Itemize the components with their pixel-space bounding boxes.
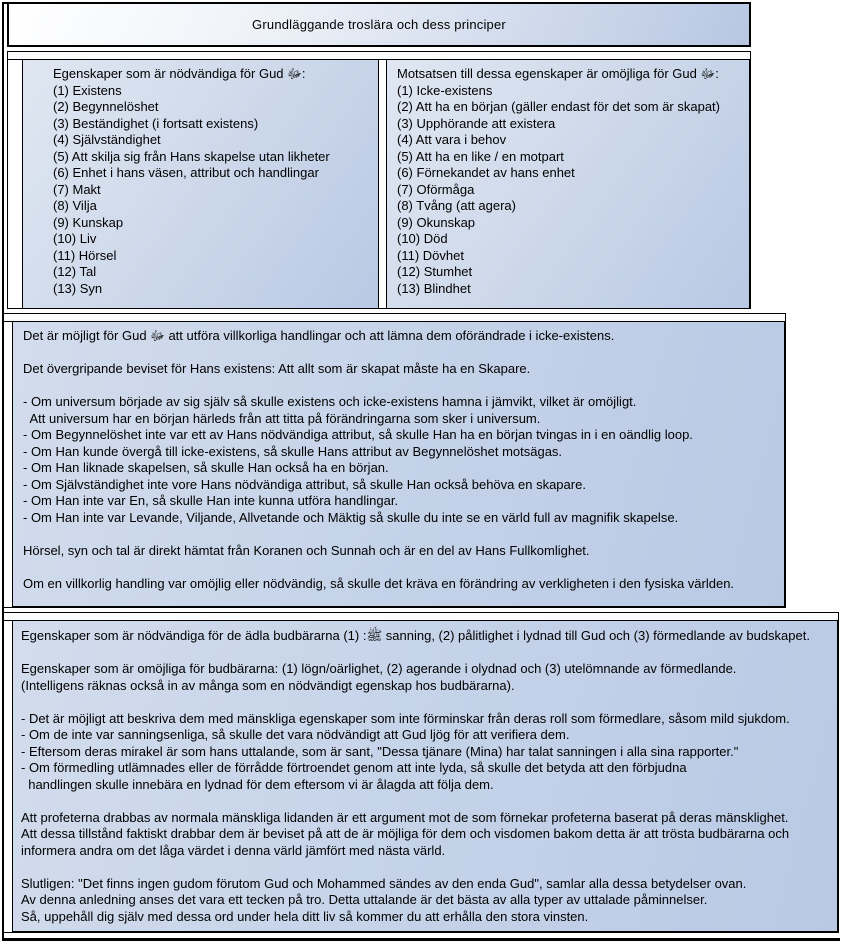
text-line [21, 645, 829, 662]
text-line: Att dessa tillstånd faktiskt drabbar dem är beviset på att de är möjliga för dem och visdomen bakom detta är att trösta budbärarna och [21, 826, 790, 841]
text-line: Om en villkorlig handling var omöjlig eller nödvändig, så skulle det kräva en förändring av verkligheten i den fysiska världen. [23, 575, 735, 591]
impossible-attributes-panel [386, 59, 750, 309]
text-line: - Om Han kunde övergå till icke-existens, så skulle Hans attribut av Begynnelöshet motsägas. [23, 443, 563, 459]
attribute-item: (9) Okunskap [397, 214, 476, 230]
text-line: - Om Han inte var En, så skulle Han inte kunna utföra handlingar. [23, 493, 399, 508]
text-line: - Om universum började av sig själv så skulle existens och icke-existens hamna i jämvikt, vilket är omöjligt. [23, 394, 637, 409]
text-line: Så, uppehåll dig själv med dessa ord under hela ditt liv så kommer du att erhålla den stora vinsten. [21, 908, 589, 924]
attribute-item: (11) Dövhet [397, 247, 464, 263]
attribute-item: (2) Begynnelöshet [53, 99, 159, 114]
text-line: - Om de inte var sanningsenliga, så skulle det vara nödvändigt att Gud ljög för att verifiera dem. [21, 727, 570, 742]
attribute-item: (8) Tvång (att agera) [397, 198, 516, 213]
attribute-item: (6) Förnekandet av hans enhet [397, 165, 575, 180]
text-line: Hörsel, syn och tal är direkt hämtat från Koranen och Sunnah och är en del av Hans Fullkomlighet. [23, 542, 590, 558]
attribute-item: (7) Makt [53, 181, 101, 197]
text-line: - Om Han liknade skapelsen, så skulle Han också ha en början. [23, 460, 389, 475]
necessary-attributes-list [53, 83, 372, 298]
attribute-item: (1) Icke-existens [397, 82, 493, 98]
text-line: - Om förmedling utlämnades eller de förrådde förtroendet genom att inte lyda, så skulle det betyda att den förbjudna [21, 760, 687, 775]
text-line: (Intelligens räknas också in av många som en nödvändigt egenskap hos budbärarna). [21, 677, 515, 693]
attribute-item: (3) Upphörande att existera [397, 115, 556, 131]
text-line: Det är möjligt för Gud ﷻ att utföra villkorliga handlingar och att lämna dem oförändrade i icke-existens. [23, 328, 615, 343]
attribute-item: (11) Hörsel [53, 247, 117, 263]
necessary-attributes-heading: Egenskaper som är nödvändiga för Gud ﷻ: [53, 66, 306, 81]
text-line: Egenskaper som är omöjliga för budbärarna: (1) lögn/oärlighet, (2) agerande i olydnad och (3) utelömnande av förmedlande. [21, 661, 737, 676]
attribute-item: (10) Liv [53, 231, 97, 246]
attribute-item: (4) Självständighet [53, 132, 161, 147]
text-line [23, 526, 776, 543]
page-title: Grundläggande troslära och dess principer [252, 17, 506, 32]
text-line: handlingen skulle innebära en lydnad för dem eftersom vi är ålagda att följa dem. [21, 776, 494, 792]
text-line: Slutligen: "Det finns ingen gudom förutom Gud och Mohammed sändes av den enda Gud", samlar alla dessa betydelser ovan. [21, 875, 747, 891]
attribute-item: (3) Beständighet (i fortsatt existens) [53, 115, 259, 131]
god-proofs-text [23, 328, 776, 592]
text-line [23, 559, 776, 576]
outer-frame-bottom-line [2, 938, 840, 941]
text-line: Det övergripande beviset för Hans existens: Att allt som är skapat måste ha en Skapare. [23, 361, 531, 376]
attribute-item: (12) Stumhet [397, 264, 473, 279]
text-line: - Om Begynnelöshet inte var ett av Hans nödvändiga attribut, så skulle Han ha en början tvingas in i en oändlig loop. [23, 427, 693, 442]
text-line: - Om Självständighet inte vore Hans nödvändiga attribut, så skulle Han också behöva en skapare. [23, 476, 586, 492]
text-line: informera andra om det låga värdet i denna värld jämfört med nästa värld. [21, 842, 446, 858]
text-line [23, 378, 776, 395]
text-line: Av denna anledning anses det vara ett tecken på tro. Detta uttalande är det bästa av alla typer av uttalade påminnelser. [21, 892, 708, 907]
text-line [21, 793, 829, 810]
impossible-attributes-list [397, 83, 743, 298]
attribute-item: (13) Syn [53, 280, 103, 296]
attribute-item: (12) Tal [53, 264, 97, 279]
text-line: Att profeterna drabbas av normala mänskliga lidanden är ett argument mot de som förnekar profeterna baserat på deras mänsklighet. [21, 809, 789, 825]
text-line: - Eftersom deras mirakel är som hans uttalande, som är sant, "Dessa tjänare (Mina) har talat sanningen i alla sina rapporter." [21, 743, 739, 759]
attribute-item: (2) Att ha en början (gäller endast för det som är skapat) [397, 99, 721, 114]
attribute-item: (9) Kunskap [53, 214, 124, 230]
attribute-item: (8) Vilja [53, 198, 97, 213]
attribute-item: (5) Att ha en like / en motpart [397, 148, 564, 164]
attribute-item: (5) Att skilja sig från Hans skapelse utan likheter [53, 148, 330, 164]
necessary-attributes-panel [22, 59, 379, 309]
messengers-panel [12, 620, 839, 933]
text-line [21, 859, 829, 876]
attribute-item: (7) Oförmåga [397, 181, 475, 197]
attribute-item: (1) Existens [53, 82, 122, 98]
attribute-item: (13) Blindhet [397, 280, 471, 296]
text-line: Egenskaper som är nödvändiga för de ädla budbärarna ﷺ: (1) sanning, (2) pålitlighet i lydnad till Gud och (3) förmedlande av budskapet. [21, 628, 810, 643]
text-line: Att universum har en början härleds från att titta på förändringarna som sker i universum. [23, 410, 541, 426]
attribute-item: (6) Enhet i hans väsen, attribut och handlingar [53, 165, 319, 180]
messengers-text [21, 628, 829, 925]
text-line [23, 345, 776, 362]
attribute-item: (10) Död [397, 231, 448, 246]
impossible-attributes-heading: Motsatsen till dessa egenskaper är omöjliga för Gud ﷻ: [397, 66, 719, 81]
god-proofs-panel [12, 321, 786, 608]
text-line [21, 694, 829, 711]
text-line: - Det är möjligt att beskriva dem med mänskliga egenskaper som inte förminskar från deras roll som förmedlare, såsom mild sjukdom. [21, 710, 790, 726]
title-box [7, 2, 751, 47]
attribute-item: (4) Att vara i behov [397, 132, 507, 147]
text-line: - Om Han inte var Levande, Viljande, Allvetande och Mäktig så skulle du inte se en värld full av magnifik skapelse. [23, 509, 679, 525]
